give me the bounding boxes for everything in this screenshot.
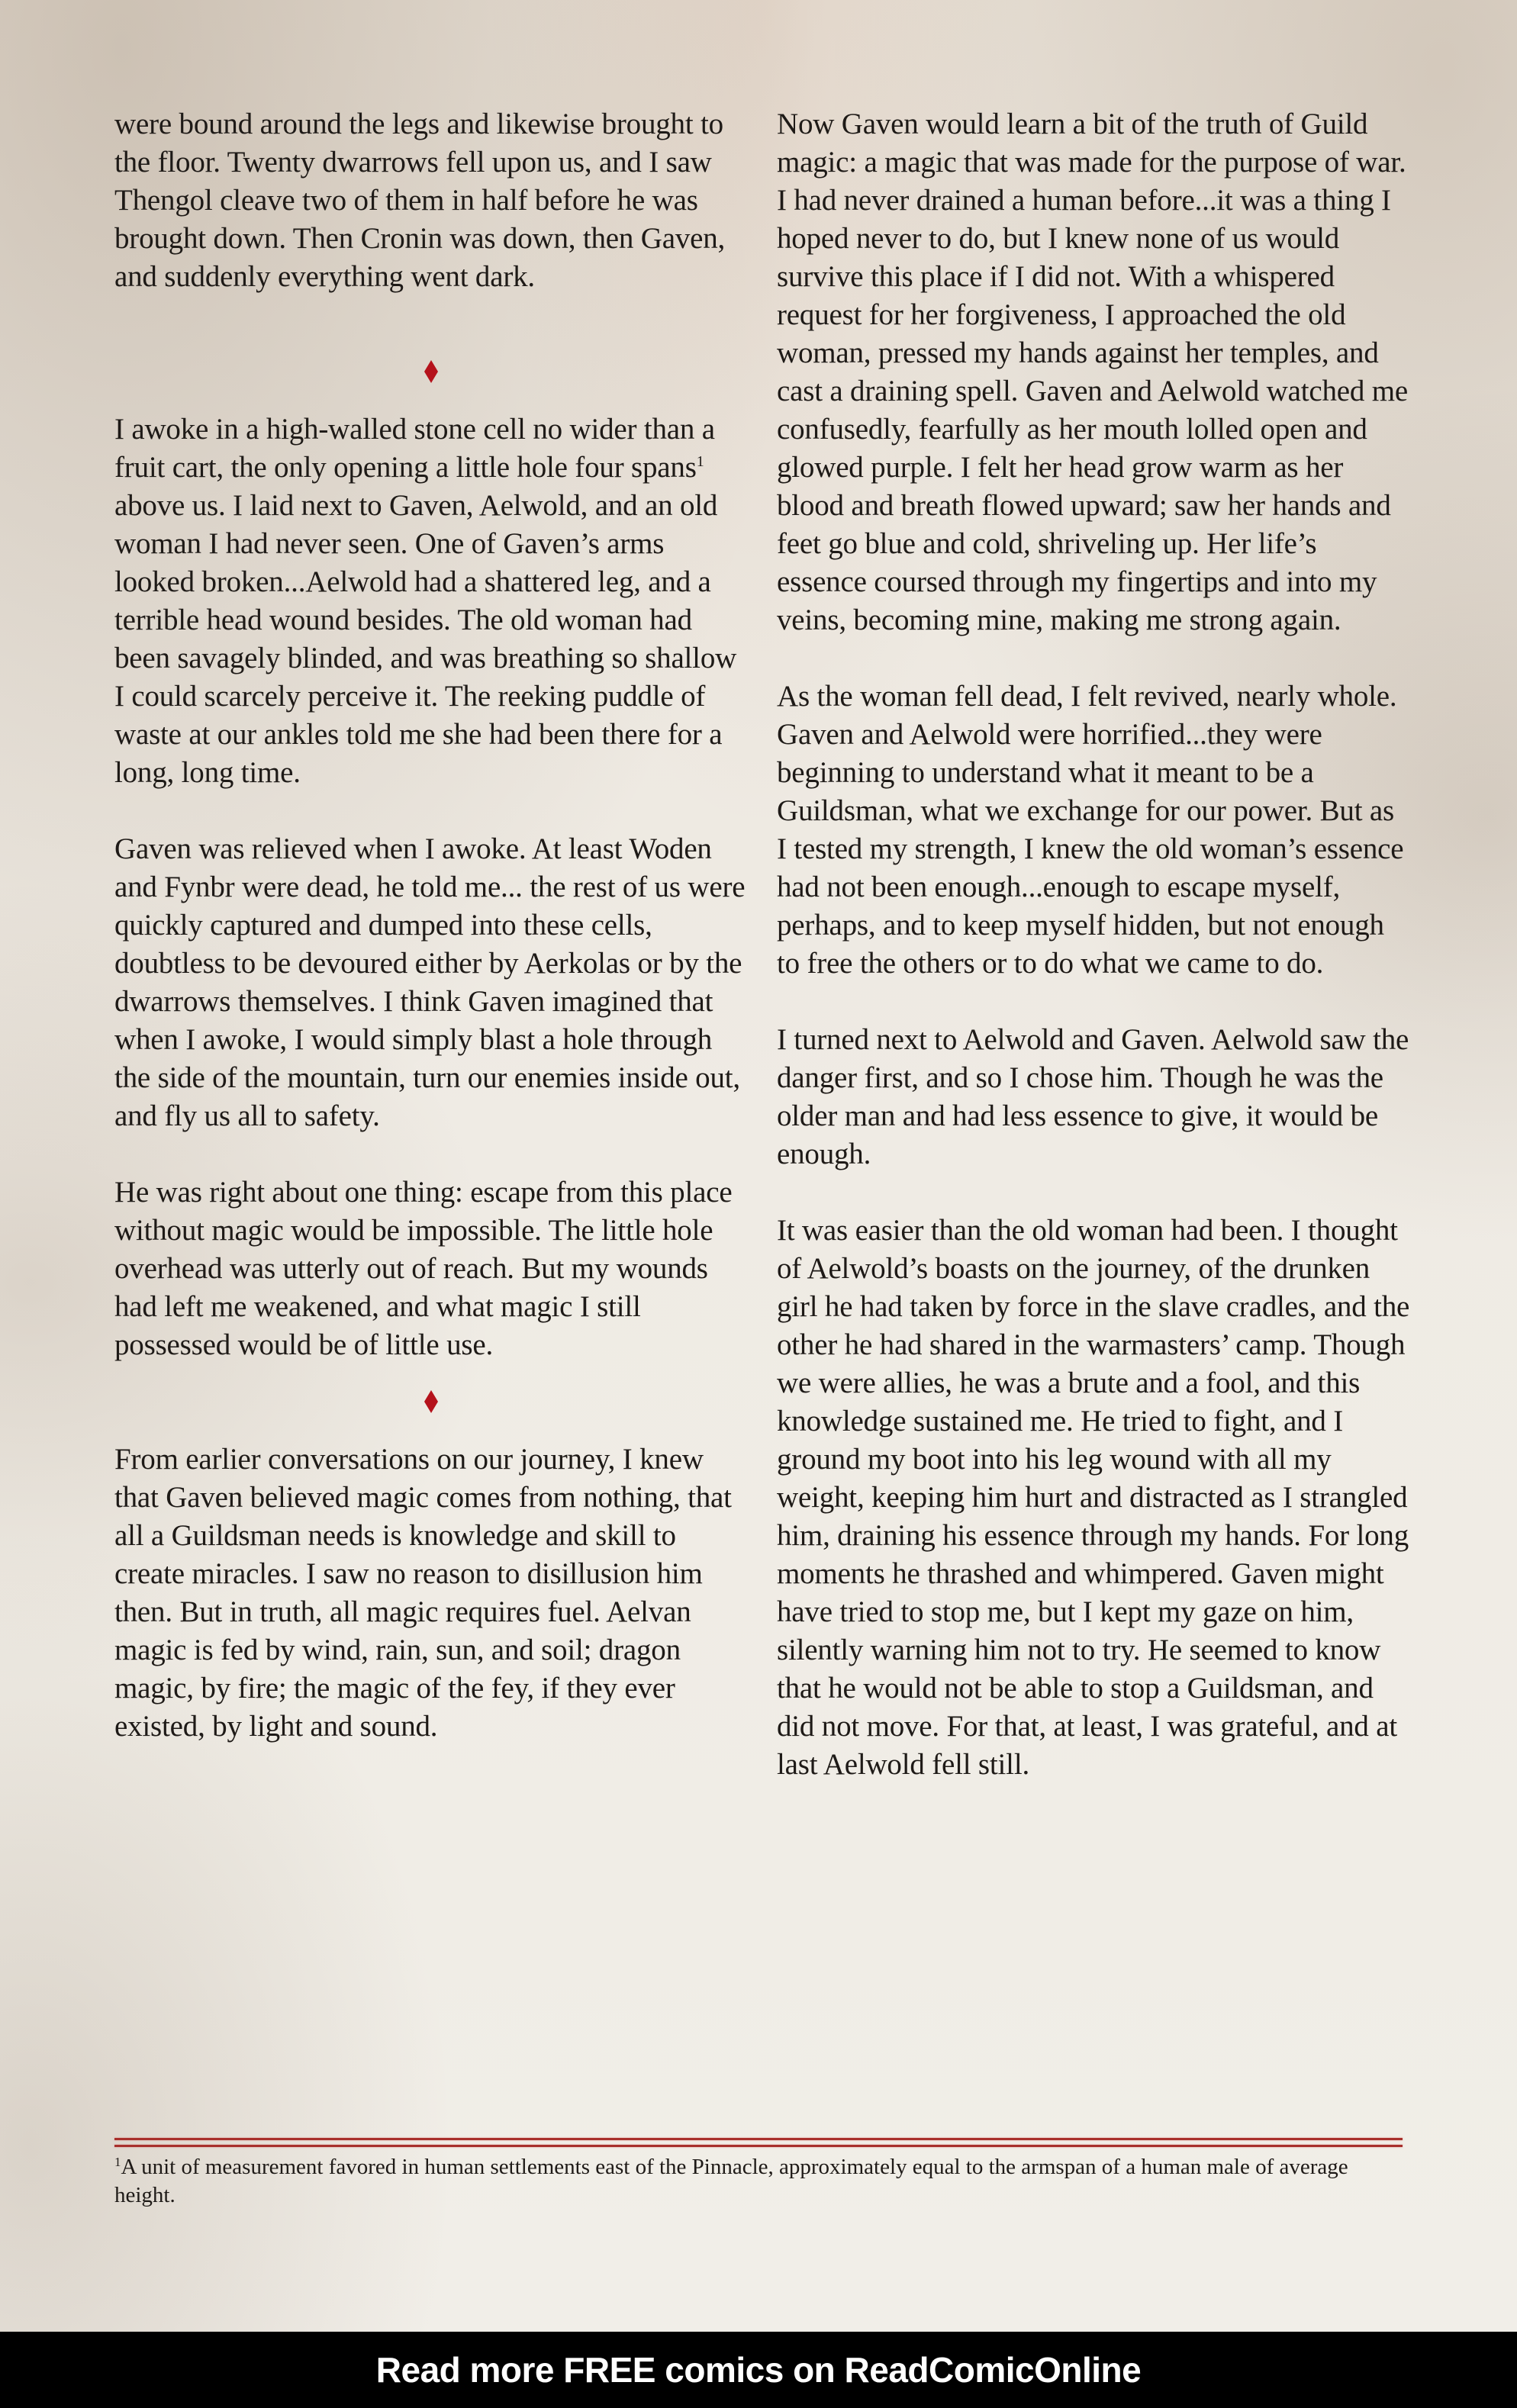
footnote-text: A unit of measurement favored in human settlements east of the Pinnacle, approximately equal to the armspan of a human male of average height. xyxy=(114,2155,1348,2207)
footnote xyxy=(114,2153,1404,2210)
footnote-rule-top xyxy=(114,2138,1403,2140)
paragraph: It was easier than the old woman had been. I thought of Aelwold’s boasts on the journey, of the drunken girl he had taken by force in the slave cradles, and the other he had shared in the warmasters’ camp. Though we were allies, he was a brute and a fool, and this knowledge sustained me. He tried to fight, and I ground my boot into his leg wound with all my weight, keeping him hurt and distracted as I strangled him, draining his essence through my hands. For long moments he thrashed and whimpered. Gaven might have tried to stop me, but I kept my gaze on him, silently warning him not to try. He seemed to know that he would not be able to stop a Guildsman, and did not move. For that, at least, I was grateful, and at last Aelwold fell still. xyxy=(777,1214,1410,1781)
footnote-rule-bottom xyxy=(114,2145,1403,2147)
section-break xyxy=(114,1364,748,1441)
footnote-marker: 1 xyxy=(114,2155,121,2169)
paragraph: Now Gaven would learn a bit of the truth of Guild magic: a magic that was made for the purpose of war. I had never drained a human before...it was a thing I hoped never to do, but I knew none of us would survive this place if I did not. With a whispered request for her forgiveness, I approached the old woman, pressed my hands against her temples, and cast a draining spell. Gaven and Aelwold watched me confusedly, fearfully as her mouth lolled open and glowed purple. I felt her head grow warm as her blood and breath flowed upward; saw her hands and feet go blue and cold, shriveling up. Her life’s essence coursed through my fingertips and into my veins, becoming mine, making me strong again. xyxy=(777,108,1408,636)
right-column xyxy=(777,105,1410,1784)
promo-banner[interactable] xyxy=(0,2332,1517,2408)
paragraph-text: I awoke in a high-walled stone cell no wider than a fruit cart, the only opening a little hole four spans xyxy=(114,413,715,484)
paragraph: Gaven was relieved when I awoke. At least Woden and Fynbr were dead, he told me... the rest of us were quickly captured and dumped into these cells, doubtless to be devoured either by Aerkolas or by the dwarrows themselves. I think Gaven imagined that when I awoke, I would simply blast a hole through the side of the mountain, turn our enemies inside out, and fly us all to safety. xyxy=(114,832,746,1132)
paragraph-text: above us. I laid next to Gaven, Aelwold, and an old woman I had never seen. One of Gaven’s arms looked broken...Aelwold had a shattered leg, and a terrible head wound besides. The old woman had been savagely blinded, and was breathing so shallow I could scarcely perceive it. The reeking puddle of waste at our ankles told me she had been there for a long, long time. xyxy=(114,489,737,789)
paragraph: were bound around the legs and likewise brought to the floor. Twenty dwarrows fell upon us, and I saw Thengol cleave two of them in half before he was brought down. Then Cronin was down, then Gaven, and suddenly everything went dark. xyxy=(114,108,726,293)
paragraph: As the woman fell dead, I felt revived, nearly whole. Gaven and Aelwold were horrified...they were beginning to understand what it meant to be a Guildsman, what we exchange for our power. But as I tested my strength, I knew the old woman’s essence had not been enough...enough to escape myself, perhaps, and to keep myself hidden, but not enough to free the others or to do what we came to do. xyxy=(777,680,1404,980)
diamond-ornament-icon xyxy=(424,1390,438,1413)
diamond-ornament-icon xyxy=(424,360,438,383)
paragraph: From earlier conversations on our journey, I knew that Gaven believed magic comes from nothing, that all a Guildsman needs is knowledge and skill to create miracles. I saw no reason to disillusion him then. But in truth, all magic requires fuel. Aelvan magic is fed by wind, rain, sun, and soil; dragon magic, by fire; the magic of the fey, if they ever existed, by light and sound. xyxy=(114,1443,732,1743)
left-column xyxy=(114,105,748,1746)
promo-banner-text[interactable]: Read more FREE comics on ReadComicOnline xyxy=(375,2350,1142,2390)
paragraph: I turned next to Aelwold and Gaven. Aelwold saw the danger first, and so I chose him. Though he was the older man and had less essence to give, it would be enough. xyxy=(777,1023,1409,1170)
paragraph xyxy=(114,410,748,792)
section-break xyxy=(114,334,748,410)
footnote-reference: 1 xyxy=(696,453,704,470)
paragraph: He was right about one thing: escape from this place without magic would be impossible. The little hole overhead was utterly out of reach. But my wounds had left me weakened, and what magic I still possessed would be of little use. xyxy=(114,1176,733,1361)
